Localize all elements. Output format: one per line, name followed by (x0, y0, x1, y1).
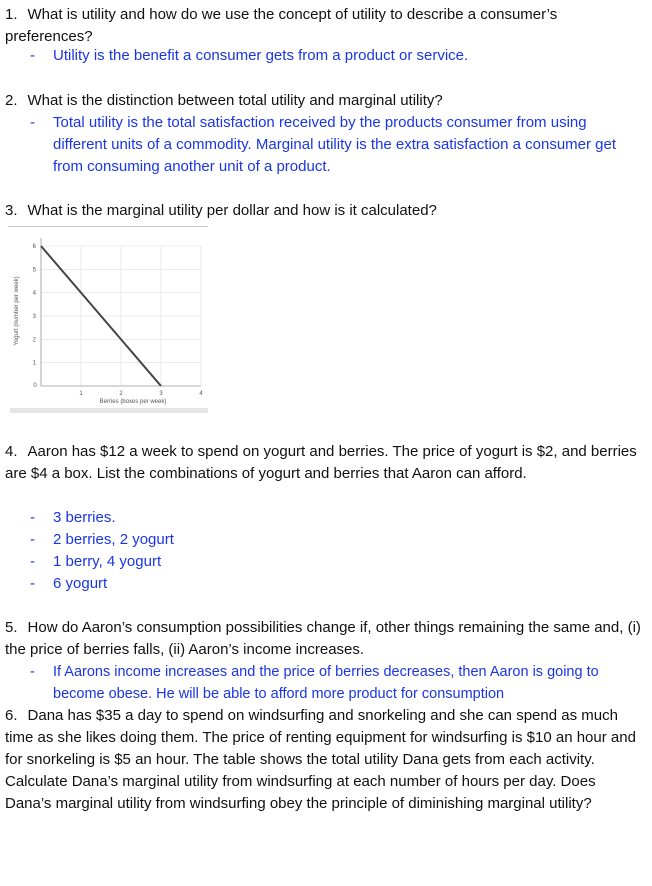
answer-4c-text: 1 berry, 4 yogurt (53, 553, 162, 570)
y-tick-label: 3 (32, 314, 36, 320)
answer-5-text: If Aarons income increases and the price of berries decreases, then Aaron is going to become obese. He will be able to afford more product for consumption (53, 664, 599, 702)
y-axis-label: Yogurt (number per week) (14, 276, 20, 346)
y-tick-label: 1 (32, 360, 36, 367)
question-6 (5, 705, 645, 815)
question-5-number: 5. (5, 619, 18, 636)
answer-bullet: - (30, 664, 35, 680)
x-tick-label: 2 (119, 391, 123, 397)
x-tick-label: 4 (199, 391, 203, 397)
y-tick-label: 4 (32, 290, 36, 297)
x-tick-label: 0 (33, 383, 37, 389)
question-4-number: 4. (5, 443, 18, 460)
question-1-text: What is utility and how do we use the concept of utility to describe a consumer’s preferences? (5, 6, 558, 45)
question-6-number: 6. (5, 707, 18, 724)
answer-1-text: Utility is the benefit a consumer gets from a product or service. (53, 47, 469, 64)
question-2-text: What is the distinction between total utility and marginal utility? (27, 92, 443, 109)
answer-4a (30, 507, 640, 529)
question-3-number: 3. (5, 202, 18, 219)
chart-bottom-band (10, 408, 208, 413)
answer-4b-text: 2 berries, 2 yogurt (53, 531, 174, 548)
answer-4d (30, 573, 640, 595)
answer-4a-text: 3 berries. (53, 509, 116, 526)
question-1 (5, 4, 645, 48)
x-tick-label: 1 (79, 391, 83, 397)
question-5 (5, 617, 645, 661)
y-tick-label: 5 (32, 267, 36, 274)
question-3-text: What is the marginal utility per dollar and how is it calculated? (27, 202, 437, 219)
answer-4d-text: 6 yogurt (53, 575, 108, 592)
budget-line-chart (8, 226, 208, 416)
x-axis-label: Berries (boxes per week) (99, 399, 167, 405)
question-2-number: 2. (5, 92, 18, 109)
question-3 (5, 200, 645, 222)
x-tick-label: 3 (159, 391, 163, 397)
answer-2 (30, 112, 640, 178)
answer-4c (30, 551, 640, 573)
question-5-text: How do Aaron’s consumption possibilities change if, other things remaining the same and, (i) the price of berries falls, (ii) Aaron’s income increases. (5, 619, 641, 658)
y-tick-label: 6 (32, 244, 36, 250)
question-2 (5, 90, 645, 112)
question-1-number: 1. (5, 6, 18, 23)
question-6-text: Dana has $35 a day to spend on windsurfing and snorkeling and she can spend as much time as she likes doing them. The price of renting equipment for windsurfing is $10 an hour and for snorkeling is $5 an hour. The table shows the total utility Dana gets from each activity. Calculate Dana’s marginal utility from windsurfing at each number of hours per day. Does Dana’s marginal utility from windsurfing obey the principle of diminishing marginal utility? (5, 707, 636, 812)
chart-top-rule (8, 226, 208, 227)
answer-bullet: - (30, 553, 35, 570)
answer-bullet: - (30, 509, 35, 526)
answer-1 (30, 45, 640, 67)
answer-bullet: - (30, 531, 35, 548)
question-4-text: Aaron has $12 a week to spend on yogurt and berries. The price of yogurt is $2, and berries are $4 a box. List the combinations of yogurt and berries that Aaron can afford. (5, 443, 637, 482)
answer-bullet: - (30, 575, 35, 592)
question-4 (5, 441, 645, 485)
y-tick-label: 2 (32, 337, 36, 344)
answer-4b (30, 529, 640, 551)
answer-5 (30, 661, 640, 705)
answer-2-text: Total utility is the total satisfaction received by the products consumer from using different units of a commodity. Marginal utility is the extra satisfaction a consumer get from consuming another unit of a product. (53, 114, 617, 175)
answer-bullet: - (30, 47, 35, 64)
answer-bullet: - (30, 114, 35, 131)
